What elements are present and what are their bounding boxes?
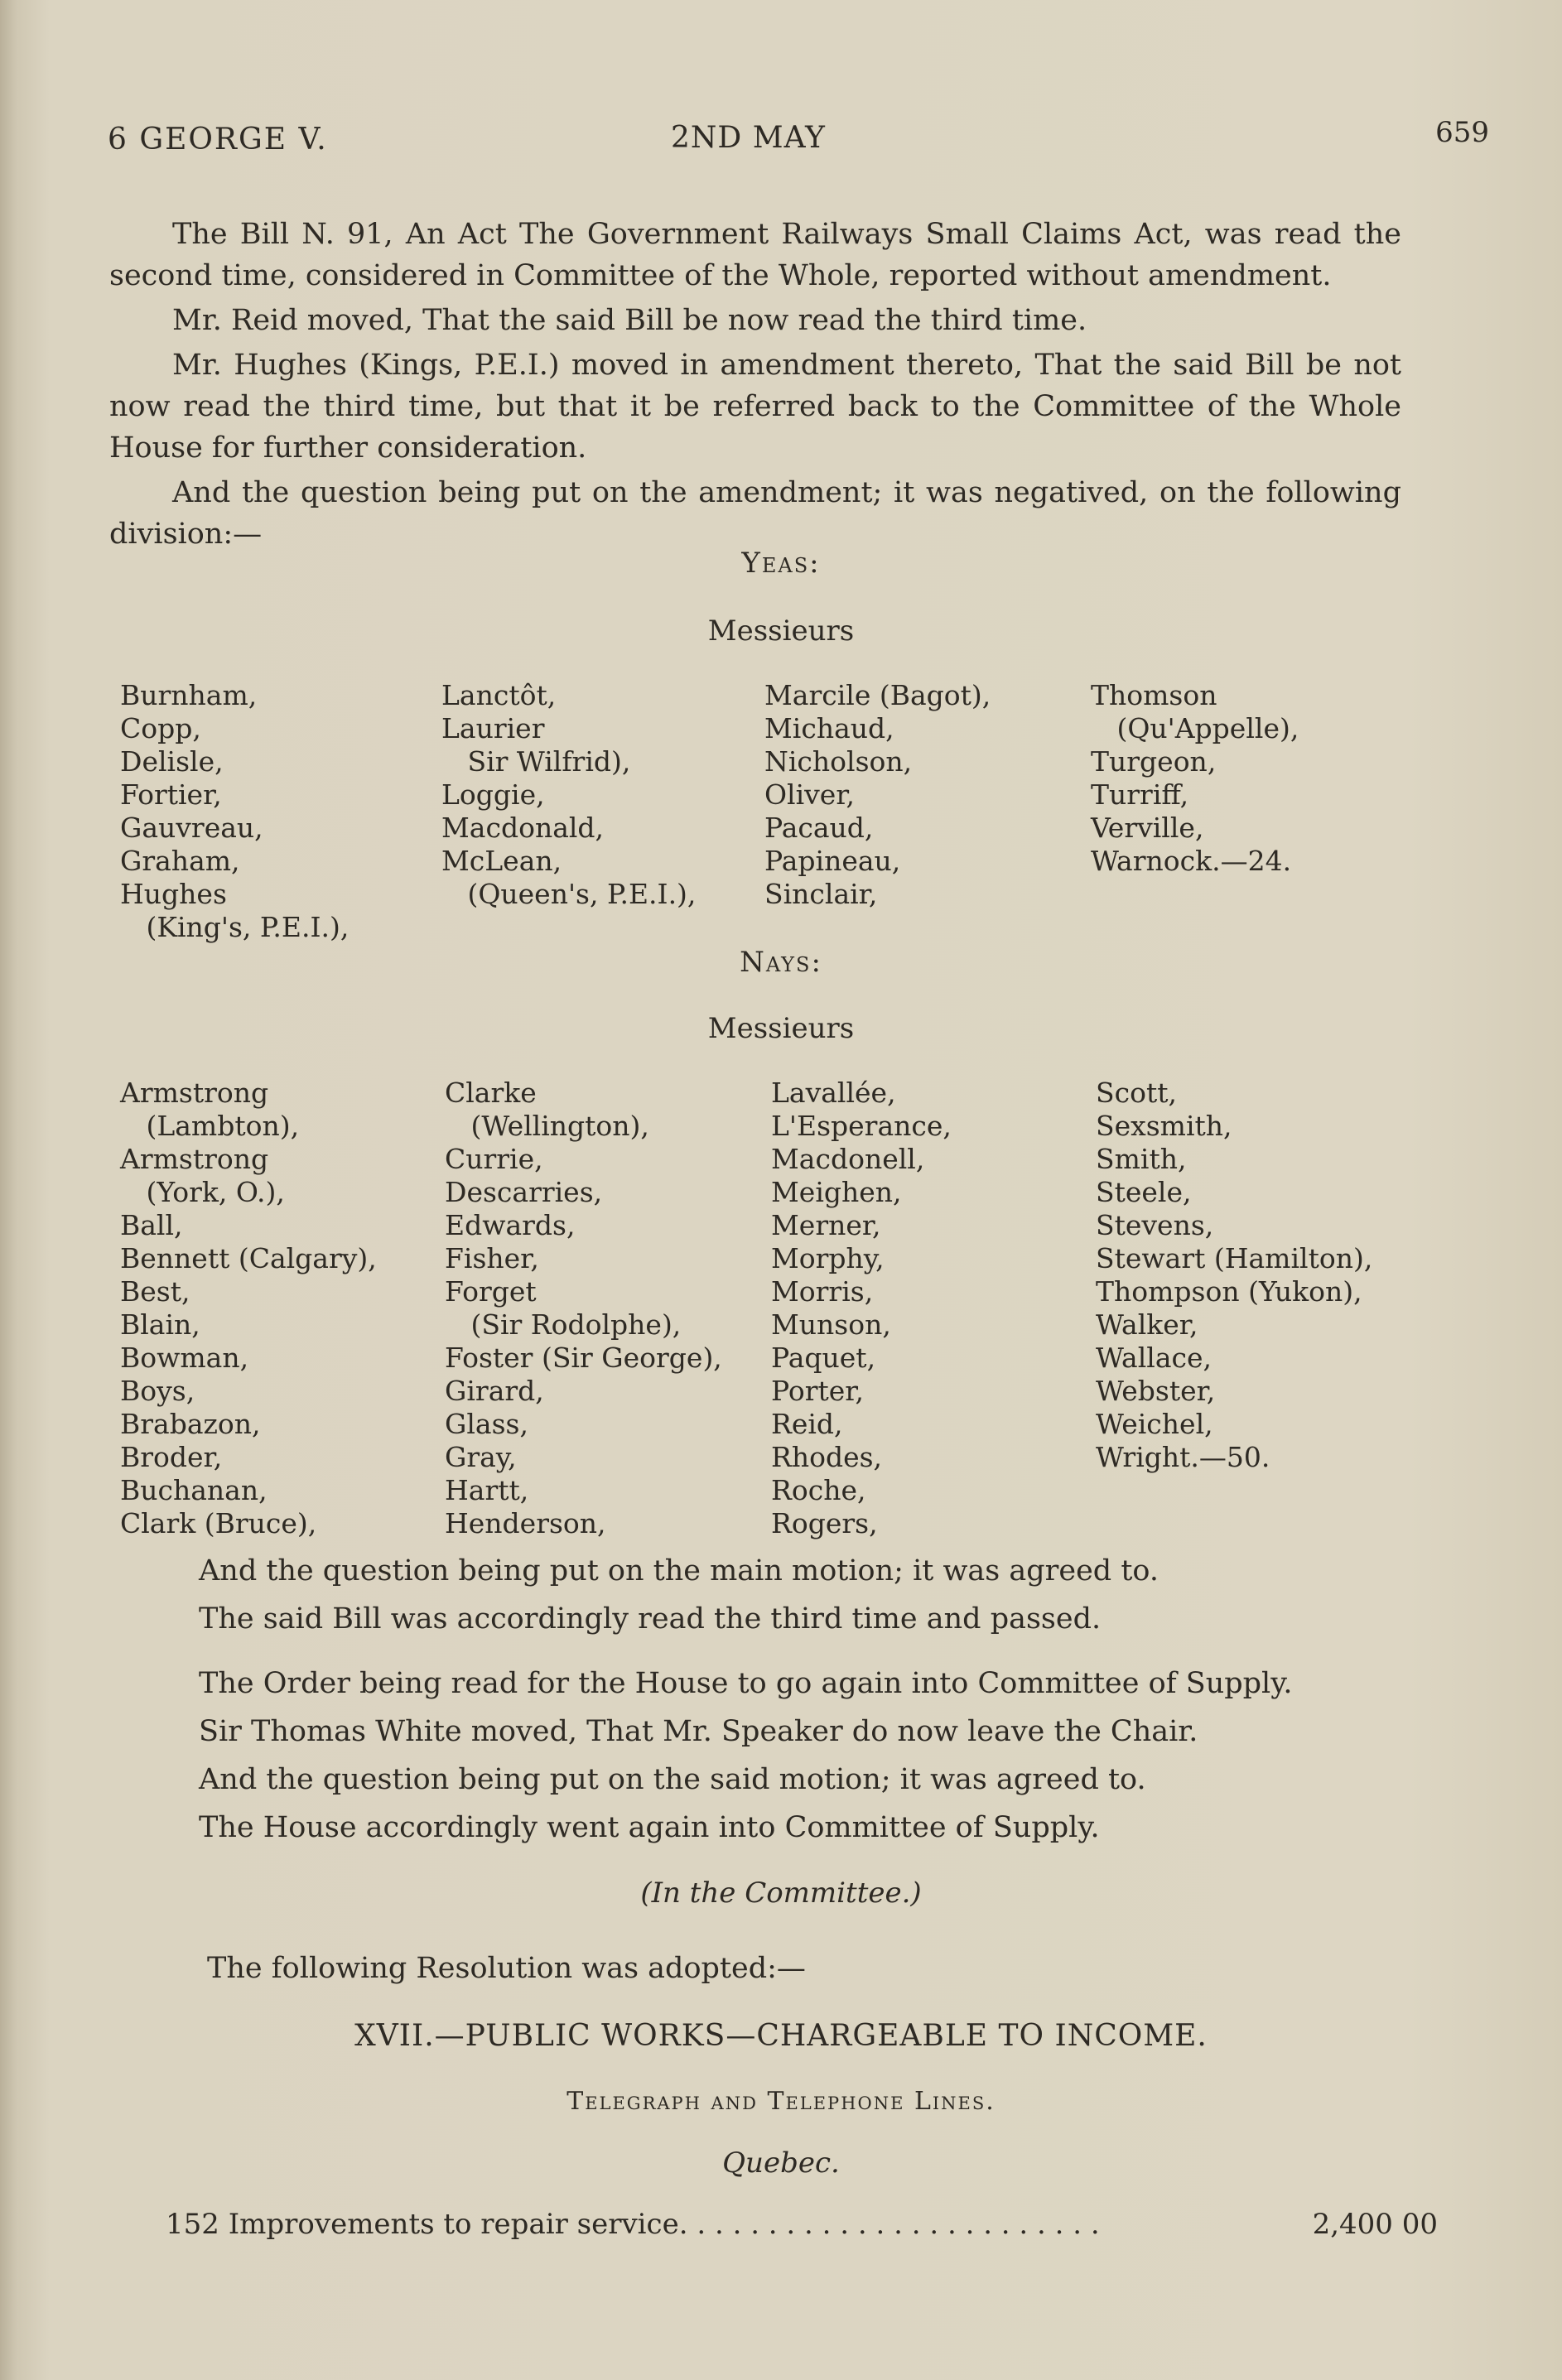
member-name: Bowman, — [120, 1342, 249, 1374]
member-name: Michaud, — [764, 712, 894, 744]
opening-paragraphs — [109, 214, 1401, 558]
yeas-column-2 — [441, 679, 696, 911]
member-name: Bennett (Calgary), — [120, 1242, 377, 1274]
yeas-messieurs: Messieurs — [707, 614, 855, 648]
member-name: Morphy, — [771, 1242, 885, 1274]
member-name: Sir Wilfrid), — [441, 745, 631, 778]
member-name: Warnock.—24. — [1091, 845, 1292, 877]
member-name: Papineau, — [764, 845, 901, 877]
member-name: Stewart (Hamilton), — [1096, 1242, 1373, 1274]
member-name: Porter, — [771, 1375, 864, 1407]
section-title: XVII.—PUBLIC WORKS—CHARGEABLE TO INCOME. — [354, 2019, 1208, 2053]
member-name: McLean, — [441, 845, 562, 877]
member-name: Hughes — [120, 878, 227, 910]
member-name: Lavallée, — [771, 1077, 896, 1109]
member-name: Glass, — [445, 1408, 528, 1440]
nays-heading: Nays: — [740, 946, 822, 979]
province-heading: Quebec. — [722, 2146, 840, 2180]
main-motion-paragraphs — [199, 1550, 1400, 1643]
member-name: Blain, — [120, 1308, 200, 1341]
member-name: Lanctôt, — [441, 679, 557, 711]
yeas-heading: Yeas: — [741, 547, 821, 580]
member-name: Merner, — [771, 1209, 881, 1241]
member-name: Thompson (Yukon), — [1096, 1275, 1362, 1308]
member-name: Munson, — [771, 1308, 891, 1341]
paragraph: The Bill N. 91, An Act The Government Railways Small Claims Act, was read the second time, considered in Committee of the Whole, reported without amendment. — [109, 218, 1401, 292]
yeas-column-3 — [764, 679, 991, 911]
member-name: Armstrong — [120, 1143, 269, 1175]
yeas-column-1 — [120, 679, 349, 944]
member-name: Foster (Sir George), — [445, 1342, 722, 1374]
header-date: 2ND MAY — [671, 121, 826, 155]
member-name: (Lambton), — [120, 1110, 300, 1142]
member-name: Gray, — [445, 1441, 517, 1473]
item-leader-dots: . . . . . . . . . . . . . . . . . . . . . . . . — [678, 2208, 1100, 2241]
page-number: 659 — [1435, 116, 1489, 149]
nays-column-4 — [1096, 1077, 1372, 1474]
nays-column-1 — [120, 1077, 377, 1540]
committee-label: (In the Committee.) — [640, 1877, 922, 1910]
yeas-column-4 — [1091, 679, 1299, 878]
member-name: Nicholson, — [764, 745, 913, 778]
member-name: Pacaud, — [764, 812, 874, 844]
member-name: Fisher, — [445, 1242, 539, 1274]
member-name: Scott, — [1096, 1077, 1177, 1109]
member-name: Thomson — [1091, 679, 1217, 711]
member-name: Stevens, — [1096, 1209, 1214, 1241]
member-name: Paquet, — [771, 1342, 876, 1374]
paragraph: The House accordingly went again into Committee of Supply. — [199, 1811, 1100, 1844]
member-name: Broder, — [120, 1441, 223, 1473]
member-name: Sexsmith, — [1096, 1110, 1232, 1142]
member-name: Edwards, — [445, 1209, 576, 1241]
member-name: Ball, — [120, 1209, 183, 1241]
member-name: Macdonald, — [441, 812, 605, 844]
member-name: Reid, — [771, 1408, 843, 1440]
paragraph: Sir Thomas White moved, That Mr. Speaker do now leave the Chair. — [199, 1715, 1198, 1748]
member-name: Walker, — [1096, 1308, 1198, 1341]
member-name: L'Esperance, — [771, 1110, 952, 1142]
paragraph: And the question being put on the main motion; it was agreed to. — [199, 1554, 1159, 1587]
member-name: Weichel, — [1096, 1408, 1213, 1440]
member-name: (King's, P.E.I.), — [120, 911, 350, 943]
member-name: Hartt, — [445, 1474, 529, 1506]
member-name: (Qu'Appelle), — [1091, 712, 1299, 744]
member-name: Armstrong — [120, 1077, 269, 1109]
paragraph: Mr. Reid moved, That the said Bill be now read the third time. — [172, 304, 1087, 337]
header-session: 6 GEORGE V. — [108, 123, 328, 157]
member-name: Steele, — [1096, 1176, 1192, 1208]
member-name: Loggie, — [441, 778, 545, 811]
appropriation-item — [166, 2208, 1438, 2241]
paragraph: The said Bill was accordingly read the third time and passed. — [199, 1602, 1102, 1636]
page-header — [108, 116, 1489, 164]
member-name: Morris, — [771, 1275, 874, 1308]
paragraph: Mr. Hughes (Kings, P.E.I.) moved in amendment thereto, That the said Bill be not now read the third time, but that it be referred back to the Committee of the Whole House for further consideration. — [109, 349, 1401, 465]
nays-column-3 — [771, 1077, 952, 1540]
member-name: Brabazon, — [120, 1408, 261, 1440]
paragraph: And the question being put on the amendment; it was negatived, on the following division:— — [109, 476, 1401, 551]
member-name: Wright.—50. — [1096, 1441, 1270, 1473]
member-name: Descarries, — [445, 1176, 603, 1208]
item-description: 152 Improvements to repair service — [166, 2208, 679, 2241]
member-name: Verville, — [1091, 812, 1204, 844]
resolution-intro: The following Resolution was adopted:— — [207, 1952, 806, 1985]
member-name: Currie, — [445, 1143, 543, 1175]
member-name: Henderson, — [445, 1507, 606, 1539]
member-name: Boys, — [120, 1375, 195, 1407]
member-name: Best, — [120, 1275, 190, 1308]
item-amount: 2,400 00 — [1312, 2208, 1438, 2241]
member-name: (York, O.), — [120, 1176, 285, 1208]
member-name: Meighen, — [771, 1176, 902, 1208]
member-name: Turgeon, — [1091, 745, 1217, 778]
member-name: Turriff, — [1091, 778, 1189, 811]
member-name: (Wellington), — [445, 1110, 649, 1142]
member-name: Fortier, — [120, 778, 222, 811]
subsection-title: Telegraph and Telephone Lines. — [566, 2087, 996, 2116]
member-name: (Sir Rodolphe), — [445, 1308, 682, 1341]
member-name: Wallace, — [1096, 1342, 1212, 1374]
member-name: Graham, — [120, 845, 240, 877]
nays-column-2 — [445, 1077, 722, 1540]
member-name: Girard, — [445, 1375, 544, 1407]
member-name: Burnham, — [120, 679, 258, 711]
member-name: Copp, — [120, 712, 201, 744]
member-name: Rhodes, — [771, 1441, 883, 1473]
member-name: Clark (Bruce), — [120, 1507, 317, 1539]
member-name: Clarke — [445, 1077, 537, 1109]
member-name: Sinclair, — [764, 878, 878, 910]
member-name: Macdonell, — [771, 1143, 925, 1175]
paragraph: And the question being put on the said motion; it was agreed to. — [199, 1763, 1146, 1796]
member-name: Gauvreau, — [120, 812, 263, 844]
member-name: (Queen's, P.E.I.), — [441, 878, 697, 910]
member-name: Oliver, — [764, 778, 855, 811]
member-name: Forget — [445, 1275, 537, 1308]
member-name: Marcile (Bagot), — [764, 679, 991, 711]
member-name: Buchanan, — [120, 1474, 268, 1506]
nays-messieurs: Messieurs — [707, 1012, 855, 1045]
supply-paragraphs — [199, 1661, 1400, 1853]
member-name: Webster, — [1096, 1375, 1216, 1407]
member-name: Rogers, — [771, 1507, 878, 1539]
member-name: Delisle, — [120, 745, 224, 778]
member-name: Smith, — [1096, 1143, 1187, 1175]
member-name: Laurier — [441, 712, 545, 744]
member-name: Roche, — [771, 1474, 866, 1506]
paragraph: The Order being read for the House to go again into Committee of Supply. — [199, 1667, 1293, 1700]
